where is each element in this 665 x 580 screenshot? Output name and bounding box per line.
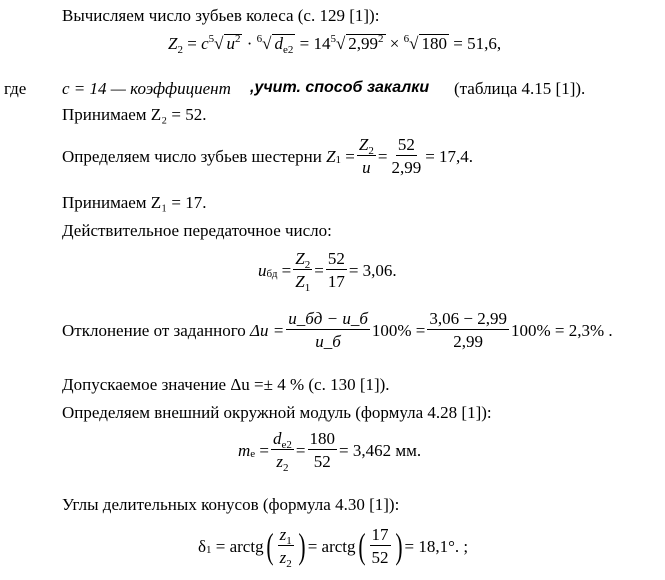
u-bd-symbol: u [258,260,267,280]
accept-z1: Принимаем Z₁ = 17. [62,193,207,212]
z2-num-b: 180 [421,34,447,53]
root6-index: 6 [256,33,263,45]
fraction-180-over-52: $\frac{180}{52}$ [309,429,335,471]
z2-mid: = 14 [299,34,331,53]
equation-z2: $Z_2 = c^5√$ $u^2 \cdot ^6√$ $d_{е2} = 14^5√$ 2,99$^2$ × $^6$√ 180 = 51,6, [168,33,502,56]
deviation-line: Отклонение от заданного Δu = $\frac{u\_бд - u\_б}{u\_б}$ 100% = $\frac{3,06 - 2,99}{2,99}$ 100% = 2,3% . [62,309,613,351]
pinion-f1-num: Z [358,135,369,154]
times-operator: × [389,34,400,53]
z1-symbol: Z [326,146,336,166]
fraction-de2-over-z2: $\frac{d_{е2}}{z_2}$ [273,429,292,474]
fraction-52-over-17: $\frac{52}{17}$ [327,249,345,291]
u-symbol: u [226,34,235,53]
where-label: где [4,79,27,98]
d-symbol: d [274,34,283,53]
cones-title: Углы делительных конусов (формула 4.30 [1]): [62,495,400,514]
u-power: 2 [234,33,241,45]
z2-subscript: 2 [177,44,183,56]
line-z2-intro: Вычисляем число зубьев колеса (с. 129 [1]): [62,6,380,25]
allowed-value-line: Допускаемое значение Δu =± 4 % (с. 130 [1]). [62,375,390,394]
pinion-f2-den: 2,99 [391,158,422,177]
fraction-52-over-299 [389,136,423,176]
z2-num-a: 2,99 [348,34,379,53]
fraction-deviation-numeric: $\frac{3,06 - 2,99}{2,99}$ [429,309,507,351]
fraction-z1-over-z2: $\frac{z_1}{z_2}$ [279,525,292,570]
module-title: Определяем внешний окружной модуль (формула 4.28 [1]): [62,403,492,422]
delta-u: Δu = [250,320,285,340]
table-reference: (таблица 4.15 [1]). [454,79,586,98]
z2-result: = 51,6, [453,34,502,53]
z2-symbol: Z [168,34,178,53]
d-subscript: е2 [282,44,294,56]
deviation-result: 100% = 2,3% [510,320,605,340]
module-equation: m е = $\frac{d_{е2}}{z_2}$ = $\frac{180}{52}$ = 3,462 мм. [238,429,422,474]
pinion-result: = 17,4. [425,146,474,166]
fraction-deviation-symbolic: $\frac{u\_бд - u\_б}{u\_б}$ [288,309,368,351]
coefficient-definition: c = 14 — коэффициент [62,79,231,98]
pinion-f1-den: u [362,158,371,177]
deviation-text: Отклонение от заданного [62,320,246,340]
ratio-title: Действительное передаточное число: [62,221,332,240]
pinion-teeth-line: Определяем число зубьев шестерни Z 1 = $\frac{Z_2}{u}$ = $\frac{52}{2,99}$ = 17,4. [62,135,474,177]
module-result: = 3,462 мм. [339,440,422,460]
root5-index: 5 [208,33,215,45]
pinion-text: Определяем число зубьев шестерни [62,146,322,166]
fraction-z2-over-z1: $\frac{Z_2}{Z_1}$ [295,249,311,294]
accept-z2: Принимаем Z₂ = 52. [62,105,207,124]
fraction-z2-over-u: $\frac{Z_2}{u}$ [358,135,374,177]
u-bd-subscript: бд [266,267,278,280]
angle-equation: δ 1 = arctg ( $\frac{z_1}{z_2}$ ) = arctg ( $\frac{17}{52}$ ) = 18,1°. ; [198,525,469,570]
ratio-equation: u бд = $\frac{Z_2}{Z_1}$ = $\frac{52}{17}$ = 3,06. [258,249,397,294]
handwritten-annotation: ,учит. способ закалки [250,79,430,96]
angle-result: = 18,1°. ; [404,536,469,556]
ratio-result: = 3,06. [348,260,397,280]
c-symbol: c [201,34,209,53]
fraction-17-over-52: $\frac{17}{52}$ [371,525,389,567]
dot-operator: · [246,34,253,53]
pinion-f2-num: 52 [397,135,415,154]
